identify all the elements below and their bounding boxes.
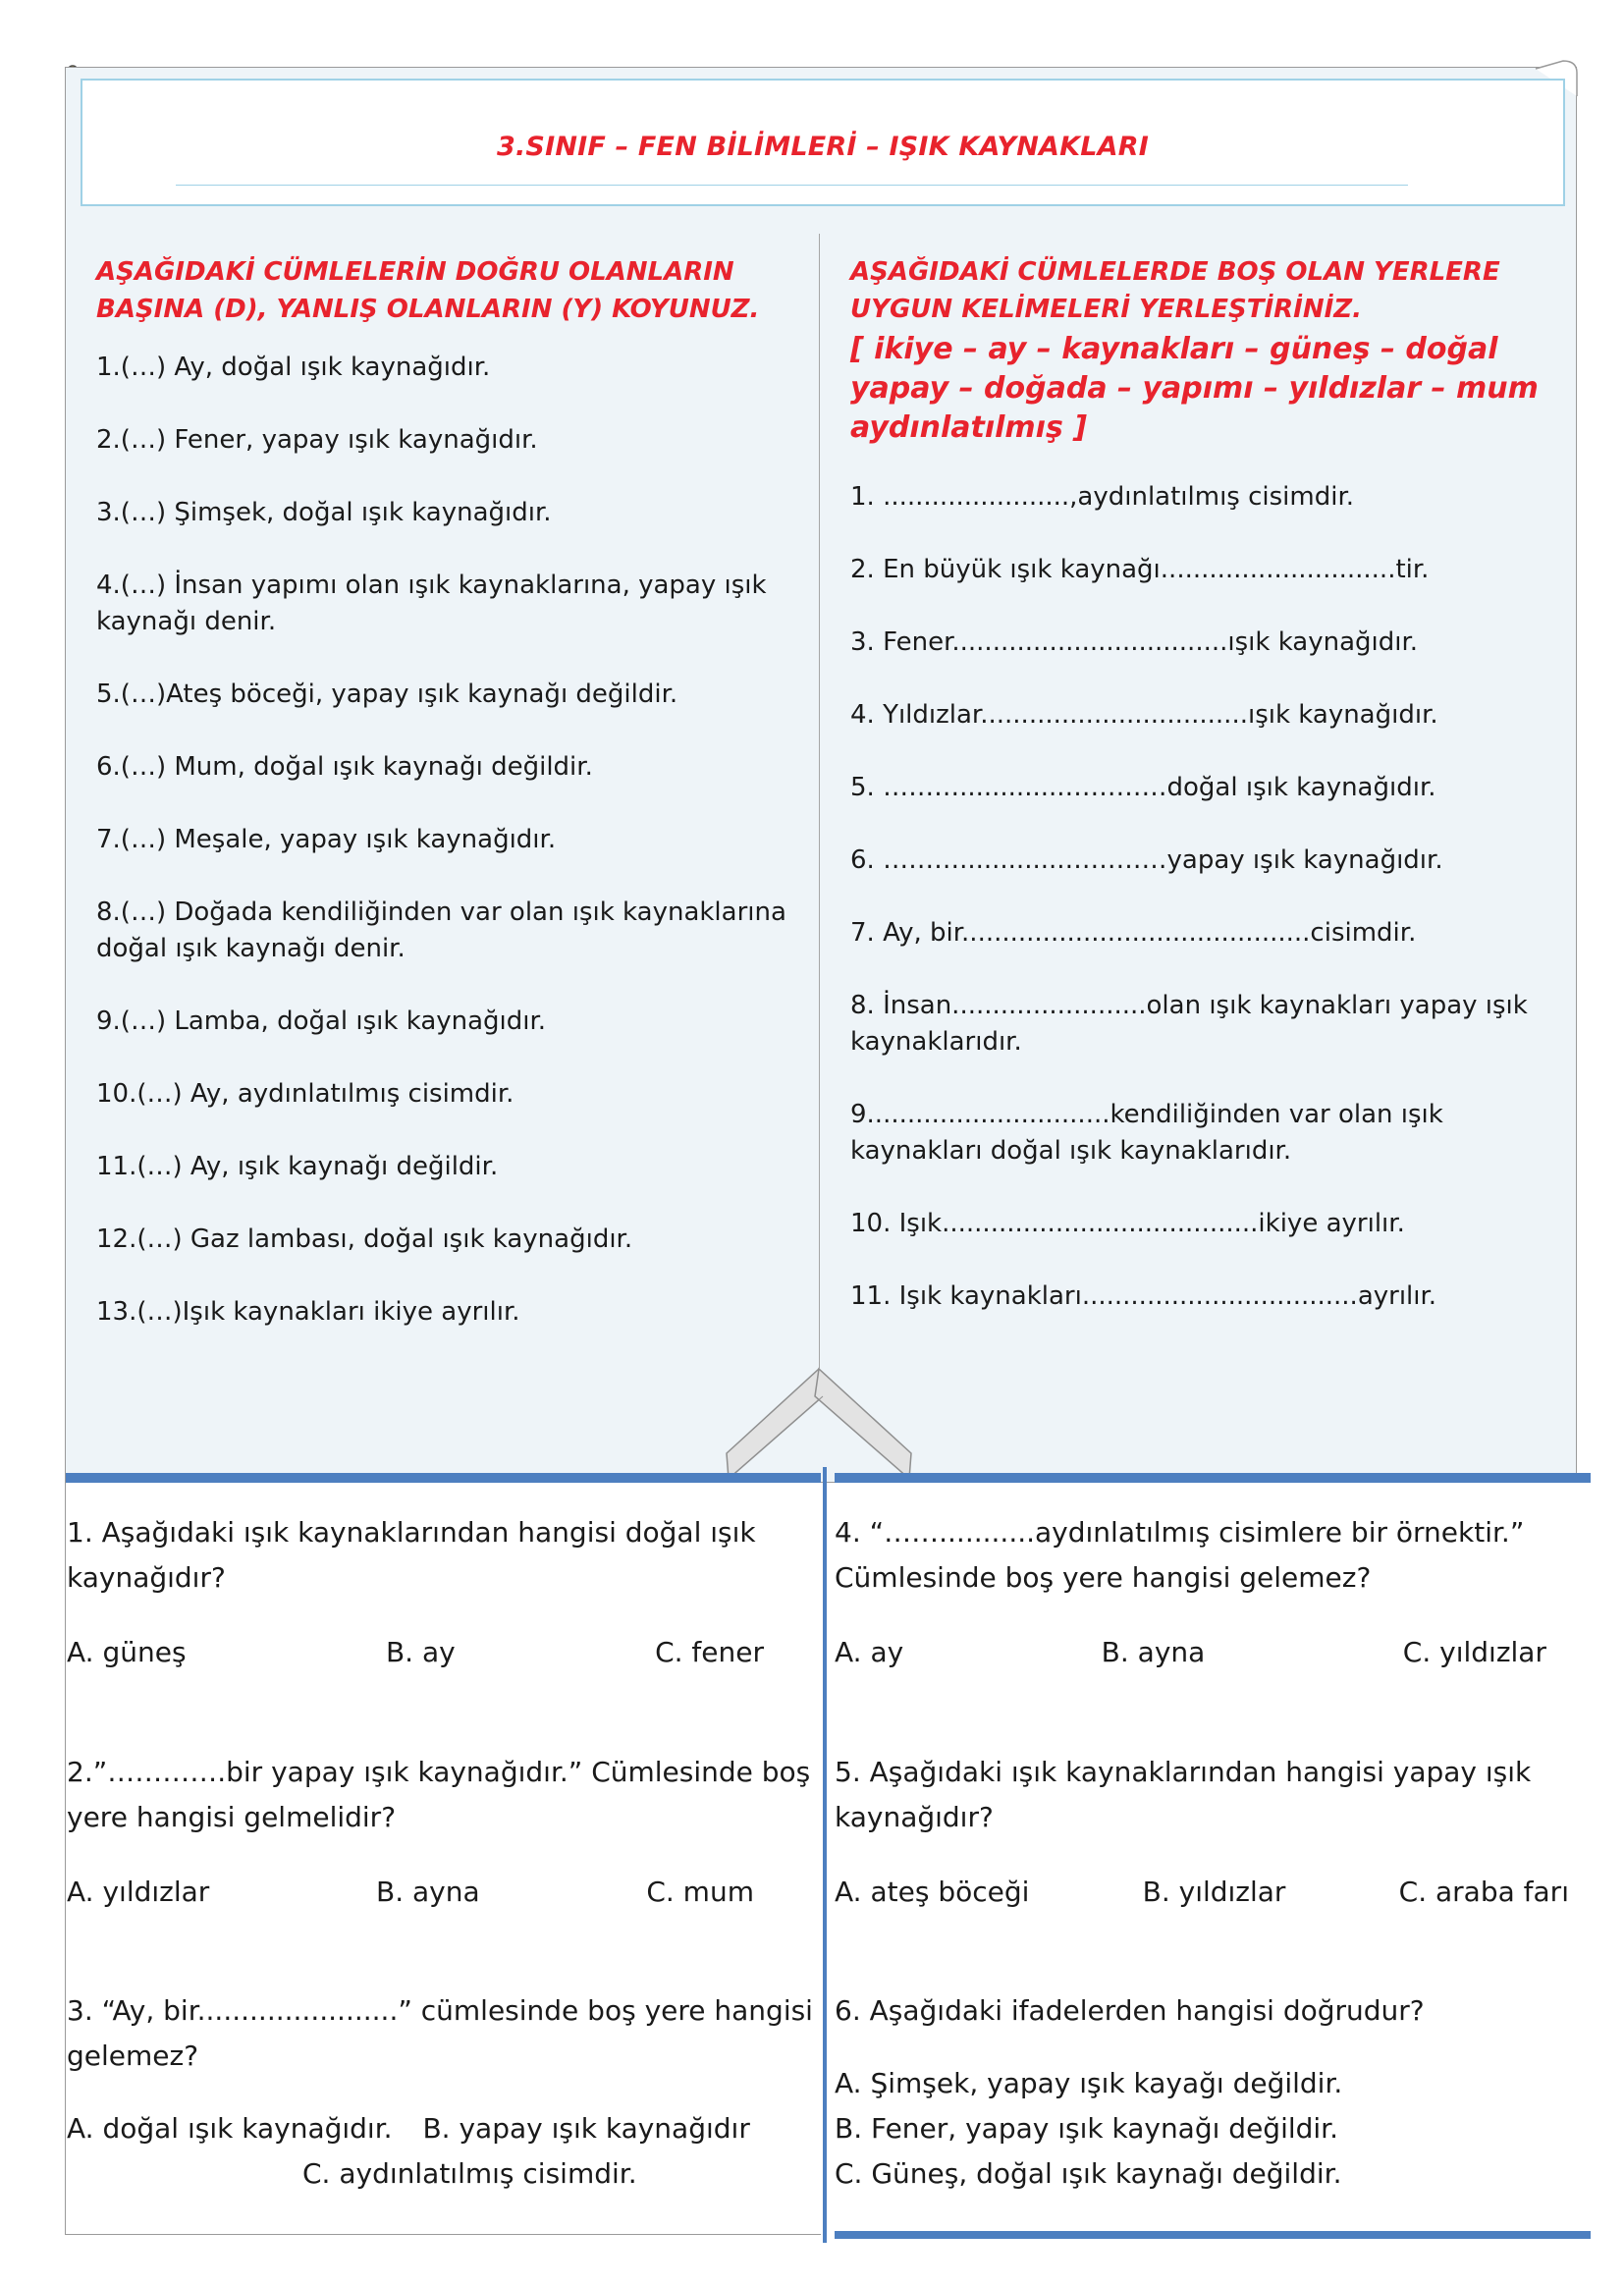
questions-left-border	[65, 1473, 66, 2234]
fill-blanks-instruction: AŞAĞIDAKİ CÜMLELERDE BOŞ OLAN YERLERE UYGUN KELİMELERİ YERLEŞTİRİNİZ.	[850, 257, 1500, 324]
tf-item-8: 8.(…) Doğada kendiliğinden var olan ışık kaynaklarına doğal ışık kaynağı denir.	[96, 898, 786, 963]
question-4-text: 4. “……...........aydınlatılmış cisimlere bir örnektir.” Cümlesinde boş yere hangisi gelemez?	[835, 1516, 1525, 1594]
q1-option-a[interactable]: A. güneş	[67, 1636, 187, 1668]
q6-option-a[interactable]: A. Şimşek, yapay ışık kayağı değildir.	[835, 2067, 1343, 2099]
tf-item-2: 2.(…) Fener, yapay ışık kaynağıdır.	[96, 425, 538, 455]
question-3	[67, 1988, 815, 2197]
fb-item-6: 6. ……….............…………yapay ışık kaynağıdır.	[850, 845, 1443, 875]
true-false-section	[96, 253, 793, 1331]
q3-option-b[interactable]: B. yapay ışık kaynağıdır	[422, 2112, 750, 2145]
fb-item-9: 9..............................kendiliğinden var olan ışık kaynakları doğal ışık kaynaklarıdır.	[850, 1100, 1443, 1166]
tf-item-13: 13.(…)Işık kaynakları ikiye ayrılır.	[96, 1297, 520, 1327]
question-5	[835, 1750, 1569, 1915]
q5-option-b[interactable]: B. yıldızlar	[1142, 1876, 1286, 1908]
column-divider	[819, 234, 820, 1368]
word-bank: [ ikiye – ay – kaynakları – güneş – doğal yapay – doğada – yapımı – yıldızlar – mum aydınlatılmış ]	[850, 332, 1539, 445]
question-3-options	[67, 2106, 815, 2197]
section-bar-right	[835, 1473, 1591, 1483]
question-6-options	[835, 2061, 1569, 2197]
fb-item-7: 7. Ay, bir...........................................cisimdir.	[850, 918, 1417, 948]
q2-option-c[interactable]: C. mum	[646, 1876, 754, 1908]
question-1-options	[67, 1630, 764, 1675]
page-title: 3.SINIF – FEN BİLİMLERİ – IŞIK KAYNAKLARI	[496, 132, 1150, 162]
q1-option-c[interactable]: C. fener	[655, 1636, 764, 1668]
fb-item-10: 10. Işık.......................................ikiye ayrılır.	[850, 1209, 1405, 1238]
tf-item-5: 5.(…)Ateş böceği, yapay ışık kaynağı değildir.	[96, 680, 678, 709]
q2-option-a[interactable]: A. yıldızlar	[67, 1876, 210, 1908]
fb-item-3: 3. Fener..................................ışık kaynağıdır.	[850, 627, 1419, 657]
tf-item-7: 7.(…) Meşale, yapay ışık kaynağıdır.	[96, 825, 557, 854]
tf-item-1: 1.(…) Ay, doğal ışık kaynağıdır.	[96, 353, 491, 382]
question-2	[67, 1750, 815, 1915]
fill-blanks-section	[850, 253, 1567, 1315]
title-underline	[176, 185, 1408, 186]
question-3-text: 3. “Ay, bir.......................” cümlesinde boş yere hangisi gelemez?	[67, 1994, 813, 2072]
tf-item-12: 12.(…) Gaz lambası, doğal ışık kaynağıdır.	[96, 1224, 633, 1254]
fb-item-11: 11. Işık kaynakları..................................ayrılır.	[850, 1281, 1437, 1311]
tf-item-3: 3.(…) Şimşek, doğal ışık kaynağıdır.	[96, 498, 552, 527]
fb-item-4: 4. Yıldızlar.................................ışık kaynağıdır.	[850, 700, 1438, 730]
tf-item-11: 11.(…) Ay, ışık kaynağı değildir.	[96, 1152, 499, 1181]
title-box	[81, 79, 1565, 206]
question-6-text: 6. Aşağıdaki ifadelerden hangisi doğrudur?	[835, 1994, 1425, 2027]
q3-option-a[interactable]: A. doğal ışık kaynağıdır.	[67, 2112, 393, 2145]
tf-item-10: 10.(…) Ay, aydınlatılmış cisimdir.	[96, 1079, 514, 1109]
q1-option-b[interactable]: B. ay	[385, 1636, 456, 1668]
q2-option-b[interactable]: B. ayna	[375, 1876, 480, 1908]
tf-item-6: 6.(…) Mum, doğal ışık kaynağı değildir.	[96, 752, 593, 782]
q4-option-b[interactable]: B. ayna	[1101, 1636, 1206, 1668]
fb-item-5: 5. ……….............…………doğal ışık kaynağıdır.	[850, 773, 1436, 802]
question-6	[835, 1988, 1569, 2197]
true-false-instruction: AŞAĞIDAKİ CÜMLELERİN DOĞRU OLANLARIN BAŞINA (D), YANLIŞ OLANLARIN (Y) KOYUNUZ.	[96, 257, 760, 324]
tf-item-9: 9.(…) Lamba, doğal ışık kaynağıdır.	[96, 1006, 547, 1036]
questions-divider	[823, 1467, 827, 2243]
fb-item-1: 1. .......................,aydınlatılmış cisimdir.	[850, 482, 1355, 512]
section-bar-bottom-right	[835, 2231, 1591, 2239]
question-5-options	[835, 1870, 1569, 1915]
q6-option-b[interactable]: B. Fener, yapay ışık kaynağı değildir.	[835, 2112, 1339, 2145]
question-2-options	[67, 1870, 754, 1915]
q4-option-a[interactable]: A. ay	[835, 1636, 904, 1668]
question-1-text: 1. Aşağıdaki ışık kaynaklarından hangisi doğal ışık kaynağıdır?	[67, 1516, 756, 1594]
question-1	[67, 1510, 815, 1675]
q5-option-a[interactable]: A. ateş böceği	[835, 1876, 1030, 1908]
fb-item-2: 2. En büyük ışık kaynağı.............................tir.	[850, 555, 1430, 584]
tf-item-4: 4.(…) İnsan yapımı olan ışık kaynaklarına, yapay ışık kaynağı denir.	[96, 571, 767, 636]
questions-bottom-border	[65, 2234, 821, 2235]
q4-option-c[interactable]: C. yıldızlar	[1402, 1636, 1546, 1668]
section-bar-left	[65, 1473, 821, 1483]
question-4	[835, 1510, 1569, 1675]
question-4-options	[835, 1630, 1546, 1675]
question-2-text: 2.”………….bir yapay ışık kaynağıdır.” Cümlesinde boş yere hangisi gelmelidir?	[67, 1756, 811, 1833]
question-5-text: 5. Aşağıdaki ışık kaynaklarından hangisi yapay ışık kaynağıdır?	[835, 1756, 1532, 1833]
q6-option-c[interactable]: C. Güneş, doğal ışık kaynağı değildir.	[835, 2157, 1342, 2190]
q3-option-c[interactable]: C. aydınlatılmış cisimdir.	[302, 2157, 637, 2190]
q5-option-c[interactable]: C. araba farı	[1398, 1876, 1569, 1908]
fb-item-8: 8. İnsan........................olan ışık kaynakları yapay ışık kaynaklarıdır.	[850, 991, 1528, 1057]
panel-tab-decoration	[725, 1367, 921, 1481]
